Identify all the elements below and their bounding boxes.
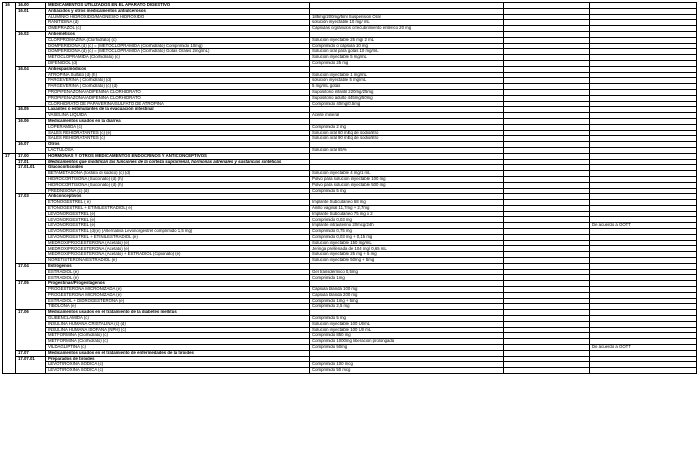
medication-form: Solución oral 65% xyxy=(310,147,504,153)
medication-form: Polvo para solución inyectable 100 mg xyxy=(310,176,504,182)
group-code: 17.01 xyxy=(16,159,46,165)
medication-form: Solución inyectable 50mg + 5mg xyxy=(310,258,504,264)
medication-name: DIFENIDOL (d) xyxy=(46,60,310,66)
medication-form: Comprimido 0,03 mg + 0,15 mg xyxy=(310,234,504,240)
section-number: 16 xyxy=(3,3,16,154)
medication-form: Comprimido 0,75 mg xyxy=(310,229,504,235)
group-code: 17.07.01 xyxy=(16,356,46,373)
medication-form: Comprimido ó cápsula 10 mg xyxy=(310,43,504,49)
medication-name: ATROPINA Sulfato (d) (h) xyxy=(46,72,310,78)
medication-name: DOMPERIDONA (d) (c) = (METOCLOPRAMIDA (Clorhidrato) Comprimido 10mg) xyxy=(46,43,310,49)
medication-form: Solución inyectable 100 UI/mL xyxy=(310,321,504,327)
subgroup-title: Antiácidos y otros medicamentos antiulcerosos xyxy=(46,8,310,14)
section-code: 17.00 xyxy=(16,153,46,159)
empty-cell xyxy=(504,368,590,374)
medication-name: LEVONORGESTREL (e) xyxy=(46,217,310,223)
medication-form: 5 mg/mL gotas xyxy=(310,84,504,90)
medication-form: Capsula blanda 100 mg xyxy=(310,287,504,293)
medication-name: LEVONORGESTREL (e) xyxy=(46,223,310,229)
subgroup-title: Preparados de tiroides xyxy=(46,356,310,362)
medication-name: MEDROXIPROGESTERONA (Acetato) (e) xyxy=(46,240,310,246)
section-title: HORMONAS Y OTROS MEDICAMENTOS ENDOCRINOS Y ANTICONCEPTIVOS xyxy=(46,153,310,159)
subgroup-title: Estrógenos xyxy=(46,263,310,269)
medication-name: CLORPROMAZINA (Clorhidrato) (c) xyxy=(46,37,310,43)
medication-form: Solución inyectable 1 mg/mL xyxy=(310,72,504,78)
subgroup-title: Antieméticos xyxy=(46,31,310,37)
medication-name: PROPIFENAZONA/ADIFENINA CLORHIDRATO xyxy=(46,95,310,101)
section-number: 17 xyxy=(3,153,16,373)
medication-name: CLORHIDRATO DE PAPAVERINA/SULFATO DE ATROPINA xyxy=(46,101,310,107)
group-code: 16.05 xyxy=(16,107,46,119)
section-title: MEDICAMENTOS UTILIZADOS EN EL APARATO DIGESTIVO xyxy=(46,3,310,9)
medication-form: Solución oral 90 mEq de sodio/litro xyxy=(310,136,504,142)
subgroup-title: Anticonceptivos xyxy=(46,194,310,200)
medication-form: Solución oral 60 mEq de sodio/litro xyxy=(310,130,504,136)
medication-name: LACTULOSA xyxy=(46,147,310,153)
subgroup-title: Progestinas/Progestágenos xyxy=(46,281,310,287)
medication-name: RANITIDINA (d) xyxy=(46,20,310,26)
medication-form: Capsula blanda 200 mg xyxy=(310,292,504,298)
medication-form: Comprimido 5 mg xyxy=(310,188,504,194)
medication-name: PROPIFENAZONA/ADIFENINA CLORHIDRATO xyxy=(46,89,310,95)
medication-note: De acuerdo a OOTT xyxy=(590,223,697,229)
medication-form: Implante Subcutáneo 68 mg xyxy=(310,200,504,206)
medication-form: Supositorio infantil 220mg/25mg xyxy=(310,89,504,95)
medication-name: NORETISTERONA/ESTRADIOL (e) xyxy=(46,258,310,264)
medication-form: Comprimido 40mg/0.5mg xyxy=(310,101,504,107)
medication-form: solución inyectable 10 mg/ mL xyxy=(310,20,504,26)
medication-form: Comprimido 1000mg liberación prolongada xyxy=(310,339,504,345)
group-code: 17.01.01 xyxy=(16,165,46,194)
group-code: 16.01 xyxy=(16,8,46,31)
medication-note: De acuerdo a OOTT xyxy=(590,345,697,351)
medication-form: Comprimido 850 mg xyxy=(310,333,504,339)
medication-list-document xyxy=(2,2,696,374)
medication-name: ESTRADIOL + DIDROGESTERONA (e) xyxy=(46,298,310,304)
medication-name: GLIBENCLAMIDA (c) xyxy=(46,316,310,322)
group-code: 17.04 xyxy=(16,263,46,280)
subgroup-title: Glucocorticoides xyxy=(46,165,310,171)
group-code: 17.06 xyxy=(16,310,46,351)
medication-name: ESTRADIOL (e) xyxy=(46,269,310,275)
medication-name: OMEPRAZOL (c) xyxy=(46,26,310,32)
medication-form: Polvo para solución inyectable 500 mg xyxy=(310,182,504,188)
medication-name: SALES REHIDRATANTES (c) xyxy=(46,136,310,142)
section-code: 16.00 xyxy=(16,3,46,9)
medication-form: Comprimido 5 mg xyxy=(310,316,504,322)
medication-form: Implante Subcutáneo 75 mg x 2 xyxy=(310,211,504,217)
medication-form: Comprimido 2,5 mg xyxy=(310,304,504,310)
medication-form: Comprimido 25 mg xyxy=(310,60,504,66)
medication-name: HIDROCORTISONA (Succinato) (d) (h) xyxy=(46,182,310,188)
medication-name: PARGEVERINA ( Clorhidrato) (d) xyxy=(46,78,310,84)
medication-name: ETONOGESTREL + ETINILESTRADIOL( e) xyxy=(46,205,310,211)
group-code: 17.05 xyxy=(16,281,46,310)
medication-name: SALES REHIDRATANTES (c) (e) xyxy=(46,130,310,136)
medication-name: ETONOGESTREL ( e) xyxy=(46,200,310,206)
medication-name: HIDROCORTISONA (Succinato) (d) (h) xyxy=(46,176,310,182)
subgroup-title: Laxantes o estimulantes de la evacuación intestinal xyxy=(46,107,310,113)
group-code: 16.04 xyxy=(16,66,46,107)
medication-name: BETAMETASONA (fosfato di sódico) (c) (d) xyxy=(46,171,310,177)
group-code: 16.06 xyxy=(16,118,46,141)
medication-name: INSULINA HUMANA CRISTALINA (c) (d) xyxy=(46,321,310,327)
medication-form: Solución inyectable 150 mg/mL xyxy=(310,240,504,246)
medication-name: ESTRADIOL (e) xyxy=(46,275,310,281)
medication-form: Solución oral para gotas 10 mg/mL xyxy=(310,49,504,55)
medication-form: Cápsulas c/gránulos c/recubrimiento entérico 20 mg xyxy=(310,26,504,32)
medication-form: Solución inyectable 4 mg/1 mL xyxy=(310,171,504,177)
group-code: 17.07 xyxy=(16,350,46,356)
medication-name: LEVOTIROXINA SODICA (c) xyxy=(46,368,310,374)
subgroup-title: Medicamentos que modifican las funciones de la corteza suprarrenal, hormonas adrenales y sustancias sintéticas xyxy=(46,159,310,165)
medication-form: Comprimido 2 mg xyxy=(310,124,504,130)
medication-form: Comprimido 100 mcg xyxy=(310,362,504,368)
medication-name: LEVONORGESTREL (d)(e) (Alternativa Levonorgestrel comprimido 1,5 mg) xyxy=(46,229,310,235)
medication-name: PROGESTERONA MICRONIZADA (e) xyxy=(46,292,310,298)
subgroup-title: Medicamentos usados en la diarrea xyxy=(46,118,310,124)
medication-form: Solución inyectable 100 UI/ mL xyxy=(310,327,504,333)
medication-form: solución inyectable 5 mg/mL xyxy=(310,78,504,84)
medication-name: ALUMINIO HIDROXIDO/MAGNESIO HIDROXIDO xyxy=(46,14,310,20)
medication-form: Implante intrauterino 20mcg/24h xyxy=(310,223,504,229)
medication-form: Supositorio adulto 445mg/50mg xyxy=(310,95,504,101)
medication-name: VASELINA LIQUIDA xyxy=(46,113,310,119)
medication-name: LEVONORGESTREL + ETINILESTRADIOL (e) xyxy=(46,234,310,240)
medication-name: MEDROXIPROGESTERONA (Acetato) (e) xyxy=(46,246,310,252)
group-code: 16.02 xyxy=(16,31,46,66)
medication-form: Solución inyectable 25 mg/ 2 mL xyxy=(310,37,504,43)
medication-form: Comprimido 1mg xyxy=(310,275,504,281)
medication-name: PREDNISONA (c) (d) xyxy=(46,188,310,194)
medication-name: PROGESTERONA MICRONIZADA (e) xyxy=(46,287,310,293)
medication-form: Solución inyectable 5 mg/mL xyxy=(310,55,504,61)
group-code: 16.07 xyxy=(16,142,46,154)
medication-note xyxy=(590,368,697,374)
medication-name: PARGEVERINA ( Clorhidrato) (c) (d) xyxy=(46,84,310,90)
subgroup-title: Otros xyxy=(46,142,310,148)
medication-form: Gel transdérmico 0,5mg xyxy=(310,269,504,275)
medication-form: Comprimido 0,03 mg xyxy=(310,217,504,223)
medication-form: Solución inyectable 25 mg + 5 mg xyxy=(310,252,504,258)
medication-name: METOCLOPRAMIDA (Clorhidrato) (c) xyxy=(46,55,310,61)
medication-name: TIBOLONA (e) xyxy=(46,304,310,310)
medication-form: 185mg/200mg/5ml Suspensión Oral xyxy=(310,14,504,20)
medication-row xyxy=(3,368,697,374)
group-code: 17.03 xyxy=(16,194,46,264)
medication-form: Jeringa prellenada de 104 mg/ 0,65 mL xyxy=(310,246,504,252)
subgroup-title: Antiespasmódicos xyxy=(46,66,310,72)
medication-name: DOMPERIDONA (d) (c) = (METOCLOPRAMIDA (Clorhidrato) Gotas Orales 2mg/mL) xyxy=(46,49,310,55)
medication-name: LEVONORGESTREL (e) xyxy=(46,211,310,217)
medication-name: METFORMINA (Clorhidrato) (c) xyxy=(46,333,310,339)
medication-name: LEVOTIROXINA SODICA (c) xyxy=(46,362,310,368)
medication-form: Comprimido 50 mcg xyxy=(310,368,504,374)
medication-name: LOPERAMIDA (c) xyxy=(46,124,310,130)
medication-form: Comprimido 50mg xyxy=(310,345,504,351)
subgroup-title: Medicamentos usados en el tratamiento de enfermedades de la tiroides xyxy=(46,350,310,356)
medication-form: Aceite mineral xyxy=(310,113,504,119)
medication-form: Anillo vaginal 11,7mg + 2,7mg xyxy=(310,205,504,211)
medication-name: INSULINA HUMANA ISOFANA (NPH) (c) xyxy=(46,327,310,333)
subgroup-title: Medicamentos usados en el tratamiento de la diabetes mellitus xyxy=(46,310,310,316)
medication-name: VILDAGLIPTINA (c) xyxy=(46,345,310,351)
medication-table xyxy=(2,2,697,374)
medication-name: MEDROXIPROGESTERONA (Acetato) + ESTRADIOL (Cipionato) (e) xyxy=(46,252,310,258)
medication-form: Comprimido 1mg + 5mg xyxy=(310,298,504,304)
medication-name: METFORMINA (Clorhidrato) (c) xyxy=(46,339,310,345)
